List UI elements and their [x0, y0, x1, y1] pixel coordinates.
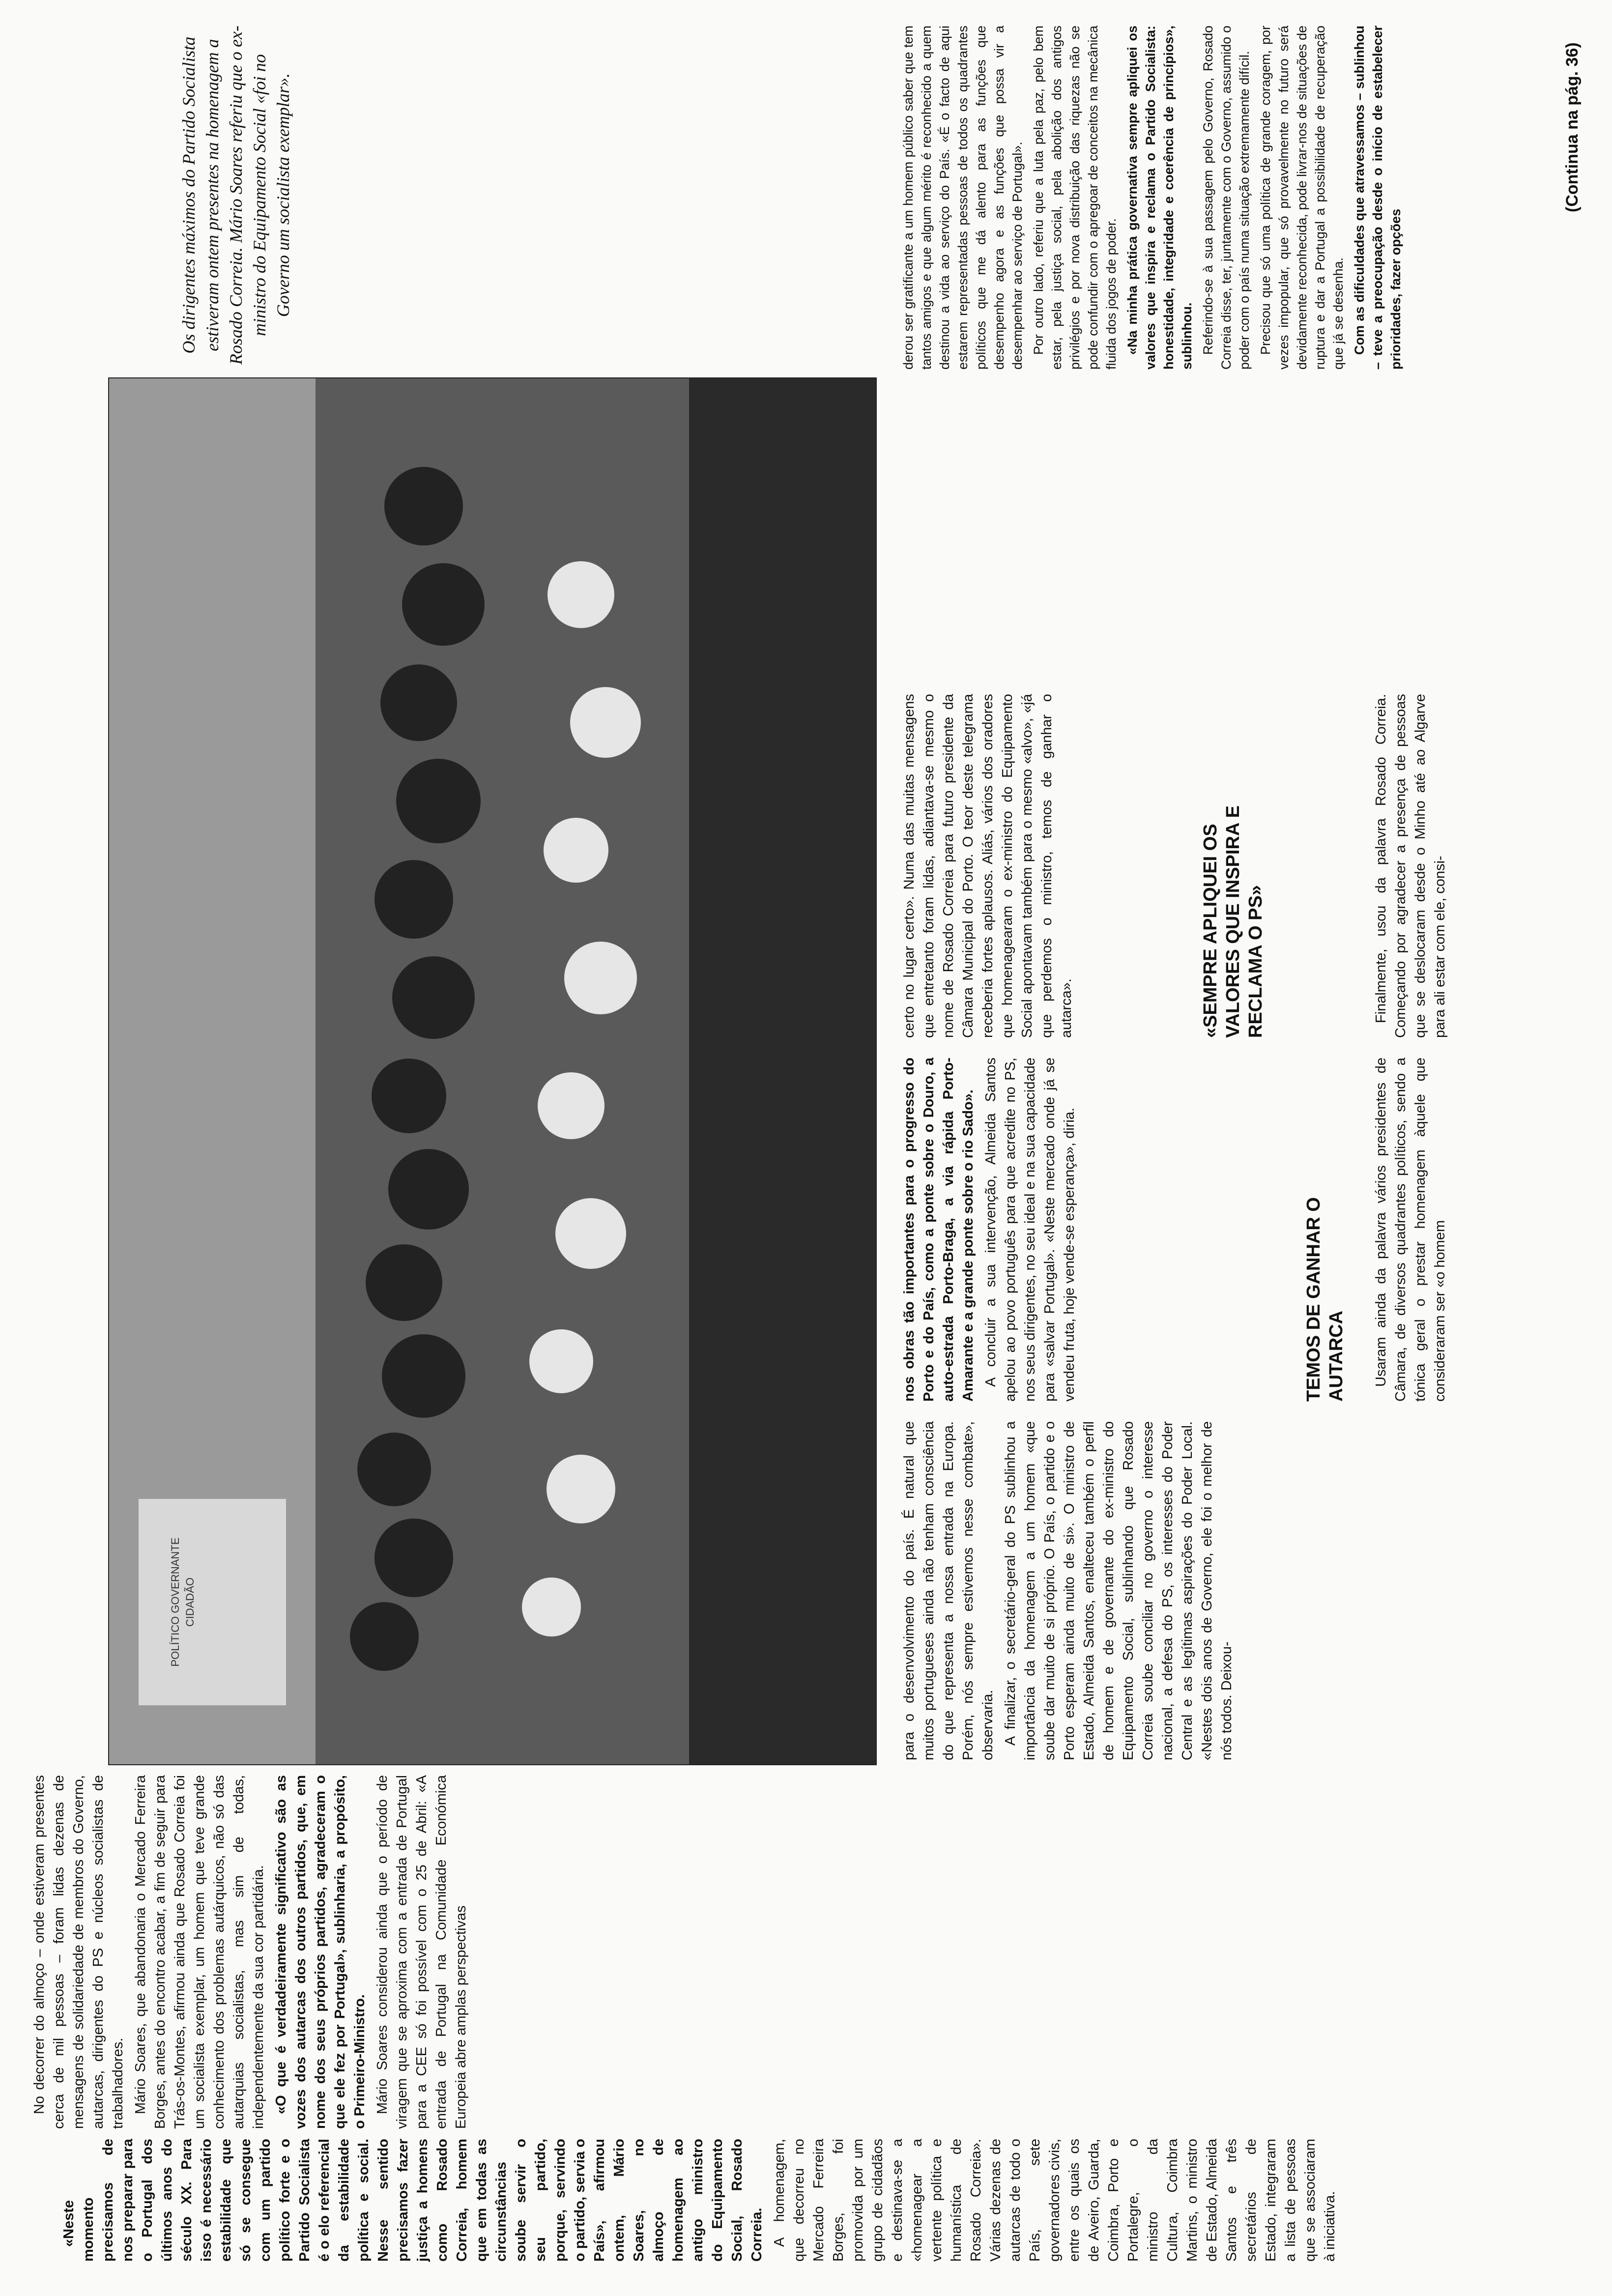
paragraph: Usaram ainda da palavra vários presidentes de Câmara, de diversos quadrantes políticos, sendo a tónica geral o prestar homenagem àquele que consideraram ser «o homem: [1373, 1058, 1448, 1402]
photo-sign: POLÍTICO GOVERNANTE CIDADÃO: [169, 1537, 196, 1667]
article-column-4b: [1371, 1058, 1453, 1402]
paragraph: Com as dificuldades que atravessamos – sublinhou – teve a preocupação desde o início de estabelecer prioridades, fazer opções: [1352, 26, 1403, 370]
paragraph: Referindo-se à sua passagem pelo Governo, Rosado Correia disse, ter, juntamente com o Governo, assumido o poder com o país numa situação extremamente difícil.: [1201, 26, 1252, 370]
paragraph: Por outro lado, referiu que a luta pela paz, pelo bem estar, pela justiça social, pela abolição dos antigos privilégios e por nova distribuição das riquezas não se pode confundir com o apregoar de conceitos na mecânica fluida dos jogos de poder.: [1031, 26, 1119, 370]
paragraph: A concluir a sua intervenção, Almeida Santos apelou ao povo português para que acredite no PS, nos seus dirigentes, no seu ideal e na sua capacidade para «salvar Portugal». «Neste mercado onde já se vendeu fruta, hoje vende-se esperança», diria.: [983, 1058, 1077, 1402]
article-column-5b: [1371, 694, 1453, 1038]
paragraph: Precisou que só uma política de grande coragem, por vezes impopular, que só provavelmente no futuro será devidamente reconhecida, pode livrar-nos de situações de ruptura e dar a Portugal a possibilidade de recuperação que já se desenha.: [1258, 26, 1346, 370]
paragraph: A homenagem, que decorreu no Mercado Ferreira Borges, foi promovida por um grupo de cidadãos e destinava-se a «homenagear a vertente política e humanística de Rosado Correia». Várias dezenas de autarcas de todo o País, sete governadores civis, entre os quais os de Aveiro, Guarda, Coimbra, Porto e Portalegre, o ministro da Cultura, Coimbra Martins, o ministro de Estado, Almeida Santos e três secretários de Estado, integraram a lista de pessoas que se associaram à iniciativa.: [772, 2139, 1338, 2262]
article-column-4: [899, 1058, 1082, 1402]
article-column-2: [29, 1775, 474, 2129]
paragraph: certo no lugar certo». Numa das muitas mensagens que entretanto foram lidas, adiantava-se mesmo o nome de Rosado Correia para futuro presidente da Câmara Municipal do Porto. O teor deste telegrama receberia fortes aplausos. Aliás, vários dos oradores que homenagearam o ex-ministro do Equipamento Social apontavam também para o mesmo «alvo», «já que perdemos o ministro, temos de ganhar o autarca».: [901, 694, 1074, 1038]
paragraph: No decorrer do almoço – onde estiveram presentes cerca de mil pessoas – foram lidas dezenas de mensagens de solidariedade de membros do Governo, autarcas, dirigentes do PS e núcleos socialistas de trabalhadores.: [31, 1775, 126, 2129]
article-column-5: [899, 694, 1079, 1038]
paragraph: «Na minha prática governativa sempre apliquei os valores que inspira e reclama o Partido Socialista: honestidade, integridade e coerência de princípios», sublinhou.: [1125, 26, 1194, 370]
photo-caption: Os dirigentes máximos do Partido Socialista estiveram ontem presentes na homenagem a Rosado Correia. Mário Soares referiu que o ex-ministro do Equipamento Social «foi no Governo um socialista exemplar».: [179, 26, 293, 365]
paragraph: nos obras tão importantes para o progresso do Porto e do País, como a ponte sobre o Douro, a auto-estrada Porto-Braga, a via rápida Porto-Amarante e a grande ponte sobre o rio Sado».: [901, 1058, 976, 1402]
news-photo: [108, 377, 877, 1765]
continuation-note: (Continua na pág. 36): [1563, 42, 1582, 212]
paragraph: Mário Soares, que abandonaria o Mercado Ferreira Borges, antes do encontro acabar, a fim de seguir para Trás-os-Montes, afirmou ainda que Rosado Correia foi um socialista exemplar, um homem que teve grande conhecimento dos problemas autárquicos, não só das autarquias socialistas, mas sim de todas, independentemente da sua cor partidária.: [133, 1775, 266, 2129]
subheading-ganhar-autarca: TEMOS DE GANHAR O AUTARCA: [1303, 1197, 1347, 1402]
article-column-1: [59, 2139, 1343, 2262]
paragraph: para o desenvolvimento do país. É natural que muitos portugueses ainda não tenham consciência do que representa a nossa entrada na Europa. Porém, nós sempre estivemos nesse combate», observaria.: [901, 1421, 996, 1760]
crowd-photo-graphic: [109, 378, 876, 1764]
paragraph: Mário Soares considerou ainda que o período de viragem que se aproxima com a entrada de Portugal para a CEE só foi possível com o 25 de Abril: «A entrada de Portugal na Comunidade Económica Europeia abre amplas perspectivas: [374, 1775, 469, 2129]
paragraph: «Neste momento precisamos de nos preparar para o Portugal dos últimos anos do século XX. Para isso é necessário estabilidade que só se consegue com um partido político forte e o Partido Socialista é o elo referencial da estabilidade política e social. Nesse sentido precisamos fazer justiça a homens como Rosado Correia, homem que em todas as circunstâncias soube servir o seu partido, porque, servindo o partido, servia o País», afirmou ontem, Mário Soares, no almoço de homenagem ao antigo ministro do Equipamento Social, Rosado Correia.: [61, 2139, 765, 2262]
paragraph: Finalmente, usou da palavra Rosado Correia. Começando por agradecer a presença de pessoas que se deslocaram desde o Minho até ao Algarve para ali estar com ele, consi-: [1373, 694, 1448, 1038]
paragraph: derou ser gratificante a um homem público saber que tem tantos amigos e que algum mérito é reconhecido a quem destinou a vida ao serviço do País. «É o facto de aqui estarem representadas pessoas de todos os quadrantes políticos que me dá alento para as funções que desempenho agora e as funções que possa vir a desempenhar ao serviço de Portugal».: [901, 26, 1025, 370]
subheading-valores-ps: «SEMPRE APLIQUEI OS VALORES QUE INSPIRA E RECLAMA O PS»: [1200, 805, 1266, 1038]
paragraph: A finalizar, o secretário-geral do PS sublinhou a importância da homenagem a um homem «que soube dar muito de si próprio. O País, o partido e o Porto esperam ainda muito de si». O ministro de Estado, Almeida Santos, enalteceu também o perfil de homem e de governante do ex-ministro do Equipamento Social, sublinhando que Rosado Correia soube conciliar no governo o interesse nacional, a defesa do PS, os interesses do Poder Central e as legítimas aspirações do Poder Local. «Nestes dois anos de Governo, ele foi o melhor de nós todos. Deixou-: [1003, 1421, 1235, 1760]
article-column-6: [899, 26, 1408, 370]
paragraph: «O que é verdadeiramente significativo são as vozes dos autarcas dos outros partidos, que, em nome dos seus próprios partidos, agradeceram o que ele fez por Portugal», sublinharia, a propósito, o Primeiro-Ministro.: [273, 1775, 368, 2129]
article-column-3: [899, 1421, 1239, 1760]
